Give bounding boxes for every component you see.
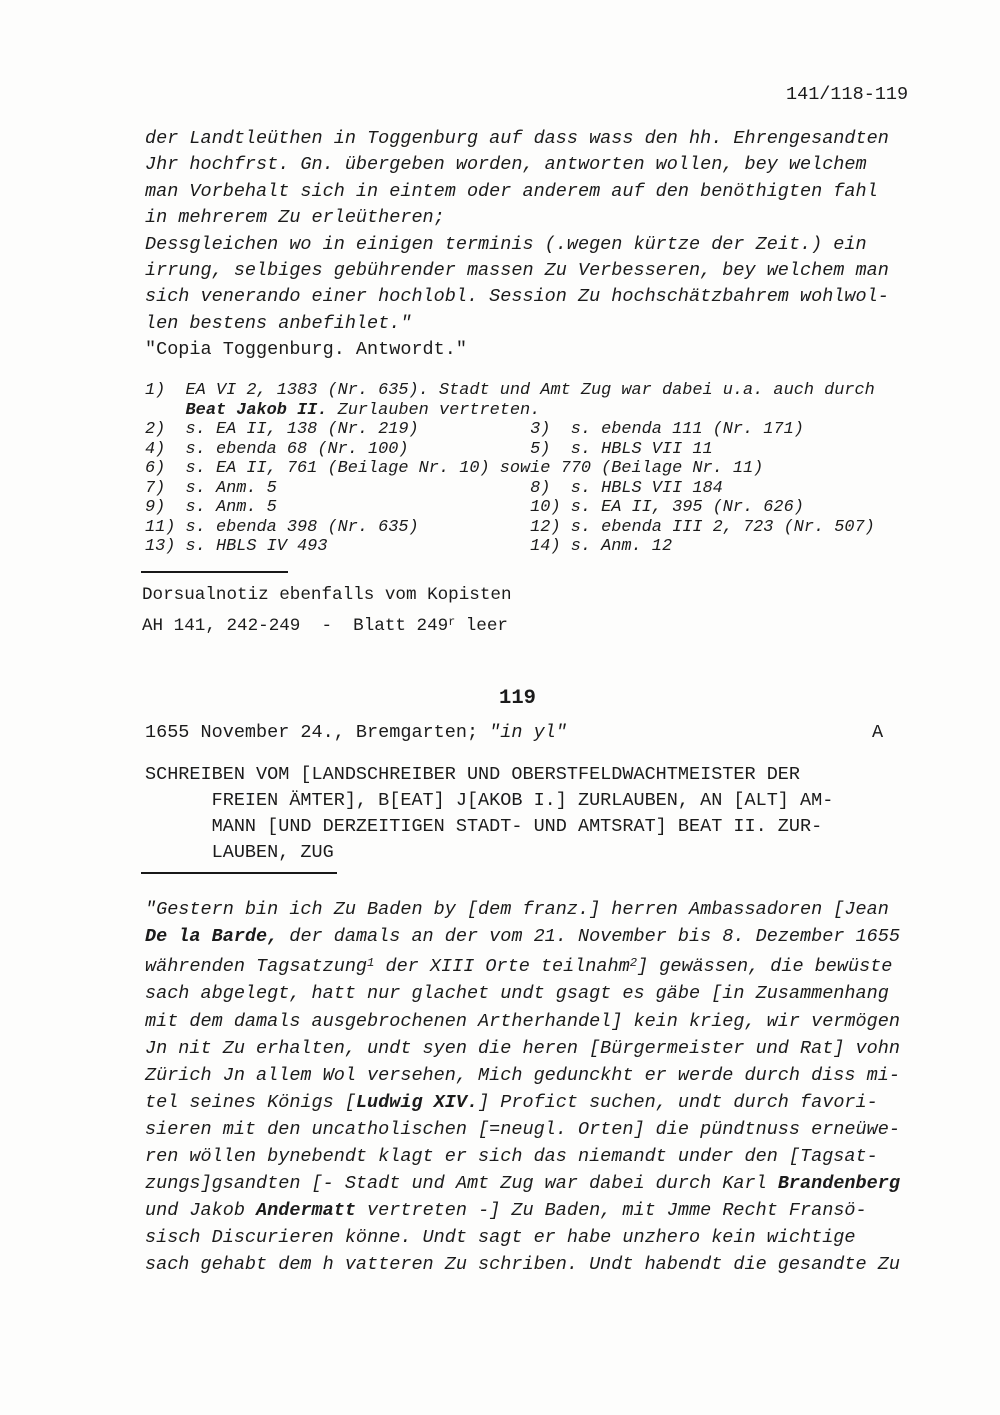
text-segment: in mehrerem Zu erleütheren; — [145, 207, 445, 229]
text-line — [145, 205, 889, 231]
text-segment: sieren mit den uncatholischen [=neugl. Orten] die pündtnuss erneüwe- — [145, 1118, 900, 1140]
text-segment: MANN [UND DERZEITIGEN STADT- UND AMTSRAT] BEAT II. ZUR- — [145, 816, 823, 837]
text-line — [145, 498, 875, 518]
text-line — [145, 1089, 900, 1116]
text-segment: vertreten -] Zu Baden, mit Jmme Recht Fransö- — [355, 1200, 867, 1222]
date-delivery-note: "in yl" — [489, 722, 567, 743]
text-line — [145, 479, 875, 499]
text-line — [145, 1035, 900, 1062]
text-line — [145, 258, 889, 284]
transcription-paragraph — [145, 896, 900, 1278]
text-segment: sach gehabt dem h vatteren Zu schriben. Undt habendt die gesandte Zu — [145, 1254, 900, 1276]
text-line — [145, 980, 900, 1007]
text-segment: "Gestern bin ich Zu Baden by [dem franz.] herren Ambassadoren [Jean — [145, 899, 889, 920]
text-segment: ] gewässen, die bewüste — [637, 956, 893, 978]
text-segment: man Vorbehalt sich in eintem oder anderem auf den benöthigten fahl — [145, 180, 878, 202]
text-segment: der damals an der vom 21. November bis 8. Dezember 1655 — [278, 926, 900, 948]
text-line — [145, 814, 833, 840]
entry-title — [145, 762, 833, 866]
text-line — [145, 1008, 900, 1035]
text-segment: r — [448, 616, 456, 629]
page-number: 141/118-119 — [786, 84, 909, 105]
text-line — [145, 232, 889, 258]
entry-date-line — [145, 722, 567, 743]
text-line — [145, 420, 875, 440]
text-line — [145, 950, 900, 980]
text-line — [145, 537, 875, 557]
text-line — [145, 1062, 900, 1089]
dorsal-note — [142, 582, 512, 640]
text-segment: Dorsualnotiz ebenfalls vom Kopisten — [142, 585, 512, 605]
text-line — [145, 179, 889, 205]
text-segment: der XIII Orte teilnahm — [374, 956, 630, 978]
text-line — [145, 284, 889, 310]
text-line — [145, 1197, 900, 1224]
text-line — [145, 518, 875, 538]
text-segment: 7) s. Anm. 5 8) s. HBLS VII 184 — [145, 478, 723, 498]
text-line — [145, 1224, 900, 1251]
text-segment: SCHREIBEN VOM [LANDSCHREIBER UND OBERSTFELDWACHTMEISTER DER — [145, 764, 801, 785]
text-segment: und Jakob — [145, 1200, 257, 1222]
text-line — [145, 1251, 900, 1278]
text-segment: Beat Jakob II. — [185, 400, 328, 420]
text-segment: währenden Tagsatzung — [145, 956, 368, 978]
text-segment: Dessgleichen wo in einigen terminis (.wegen kürtze der Zeit.) ein — [145, 233, 867, 255]
text-segment: Zürich Jn allem Wol versehen, Mich gedunckht er werde durch diss mi- — [145, 1064, 900, 1086]
title-separator-rule — [141, 872, 337, 874]
text-segment: ] Profict suchen, undt durch favori- — [478, 1091, 878, 1113]
text-segment: sich venerando einer hochlobl. Session Zu hochschätzbahrem wohlwol- — [145, 286, 889, 308]
text-segment: len bestens anbefihlet." — [145, 312, 412, 334]
text-segment: der Landtleüthen in Toggenburg auf dass wass den hh. Ehrengesandten — [145, 128, 889, 149]
text-segment: 1 — [367, 956, 375, 971]
text-segment: "Copia Toggenburg. Antwordt." — [145, 339, 467, 361]
text-segment: Ludwig XIV. — [355, 1091, 479, 1113]
text-segment: LAUBEN, ZUG — [145, 842, 334, 863]
text-segment: AH 141, 242-249 - Blatt 249 — [142, 615, 449, 636]
entry-number-heading: 119 — [499, 687, 536, 710]
text-line — [145, 126, 889, 152]
text-segment: Jhr hochfrst. Gn. übergeben worden, antworten wollen, bey welchem — [145, 154, 867, 176]
text-line — [145, 459, 875, 479]
text-segment: Andermatt — [256, 1200, 356, 1222]
text-line — [145, 762, 833, 788]
text-line — [145, 381, 875, 401]
text-line — [145, 788, 833, 814]
date-text: 1655 November 24., Bremgarten; — [145, 722, 490, 743]
footnotes-block — [145, 381, 875, 557]
text-line — [145, 923, 900, 950]
text-segment: 11) s. ebenda 398 (Nr. 635) 12) s. ebenda III 2, 723 (Nr. 507) — [145, 517, 875, 537]
text-line — [145, 1116, 900, 1143]
text-segment: ren wöllen bynebendt klagt er sich das niemandt under den [Tagsat- — [145, 1145, 878, 1167]
text-line — [145, 401, 875, 421]
text-segment: 4) s. ebenda 68 (Nr. 100) 5) s. HBLS VII 11 — [145, 439, 713, 459]
text-segment: sisch Discurieren könne. Undt sagt er habe unzhero kein wichtige — [145, 1227, 856, 1249]
text-line — [145, 1143, 900, 1170]
text-segment: tel seines Königs [ — [145, 1091, 356, 1113]
text-line — [145, 840, 833, 866]
text-segment: 2 — [629, 956, 638, 971]
text-line — [145, 311, 889, 337]
text-segment: sach abgelegt, hatt nur glachet undt gsagt es gäbe [in Zusammenhang — [145, 983, 889, 1005]
text-segment: 1) EA VI 2, 1383 (Nr. 635). Stadt und Amt Zug war dabei u.a. auch durch — [145, 381, 875, 400]
text-segment: Jn nit Zu erhalten, undt syen die heren [Bürgermeister und Rat] vohn — [145, 1037, 900, 1059]
text-segment: leer — [455, 615, 508, 636]
text-segment: zungs]gsandten [- Stadt und Amt Zug war dabei durch Karl — [145, 1173, 778, 1195]
text-line — [145, 440, 875, 460]
text-line — [145, 337, 889, 363]
text-line — [145, 896, 900, 923]
text-segment — [145, 401, 186, 420]
opening-paragraph — [145, 126, 889, 364]
text-segment: FREIEN ÄMTER], B[EAT] J[AKOB I.] ZURLAUBEN, AN [ALT] AM- — [145, 790, 834, 811]
text-line — [142, 582, 512, 609]
footnote-separator-rule — [141, 571, 288, 573]
text-line — [145, 152, 889, 178]
text-segment: Brandenberg — [777, 1173, 900, 1195]
text-segment: De la Barde, — [145, 926, 279, 948]
source-siglum: A — [872, 722, 884, 743]
text-line — [145, 1170, 900, 1197]
text-segment: Zurlauben vertreten. — [327, 400, 541, 420]
text-segment: mit dem damals ausgebrochenen Artherhandel] kein krieg, wir vermögen — [145, 1010, 900, 1032]
text-segment: 6) s. EA II, 761 (Beilage Nr. 10) sowie 770 (Beilage Nr. 11) — [145, 459, 764, 478]
text-segment: irrung, selbiges gebührender massen Zu Verbesseren, bey welchem man — [145, 260, 889, 282]
text-line — [142, 609, 512, 640]
text-segment: 9) s. Anm. 5 10) s. EA II, 395 (Nr. 626) — [145, 498, 804, 517]
text-segment: 13) s. HBLS IV 493 14) s. Anm. 12 — [145, 537, 673, 556]
text-segment: 2) s. EA II, 138 (Nr. 219) 3) s. ebenda 111 (Nr. 171) — [145, 420, 804, 439]
